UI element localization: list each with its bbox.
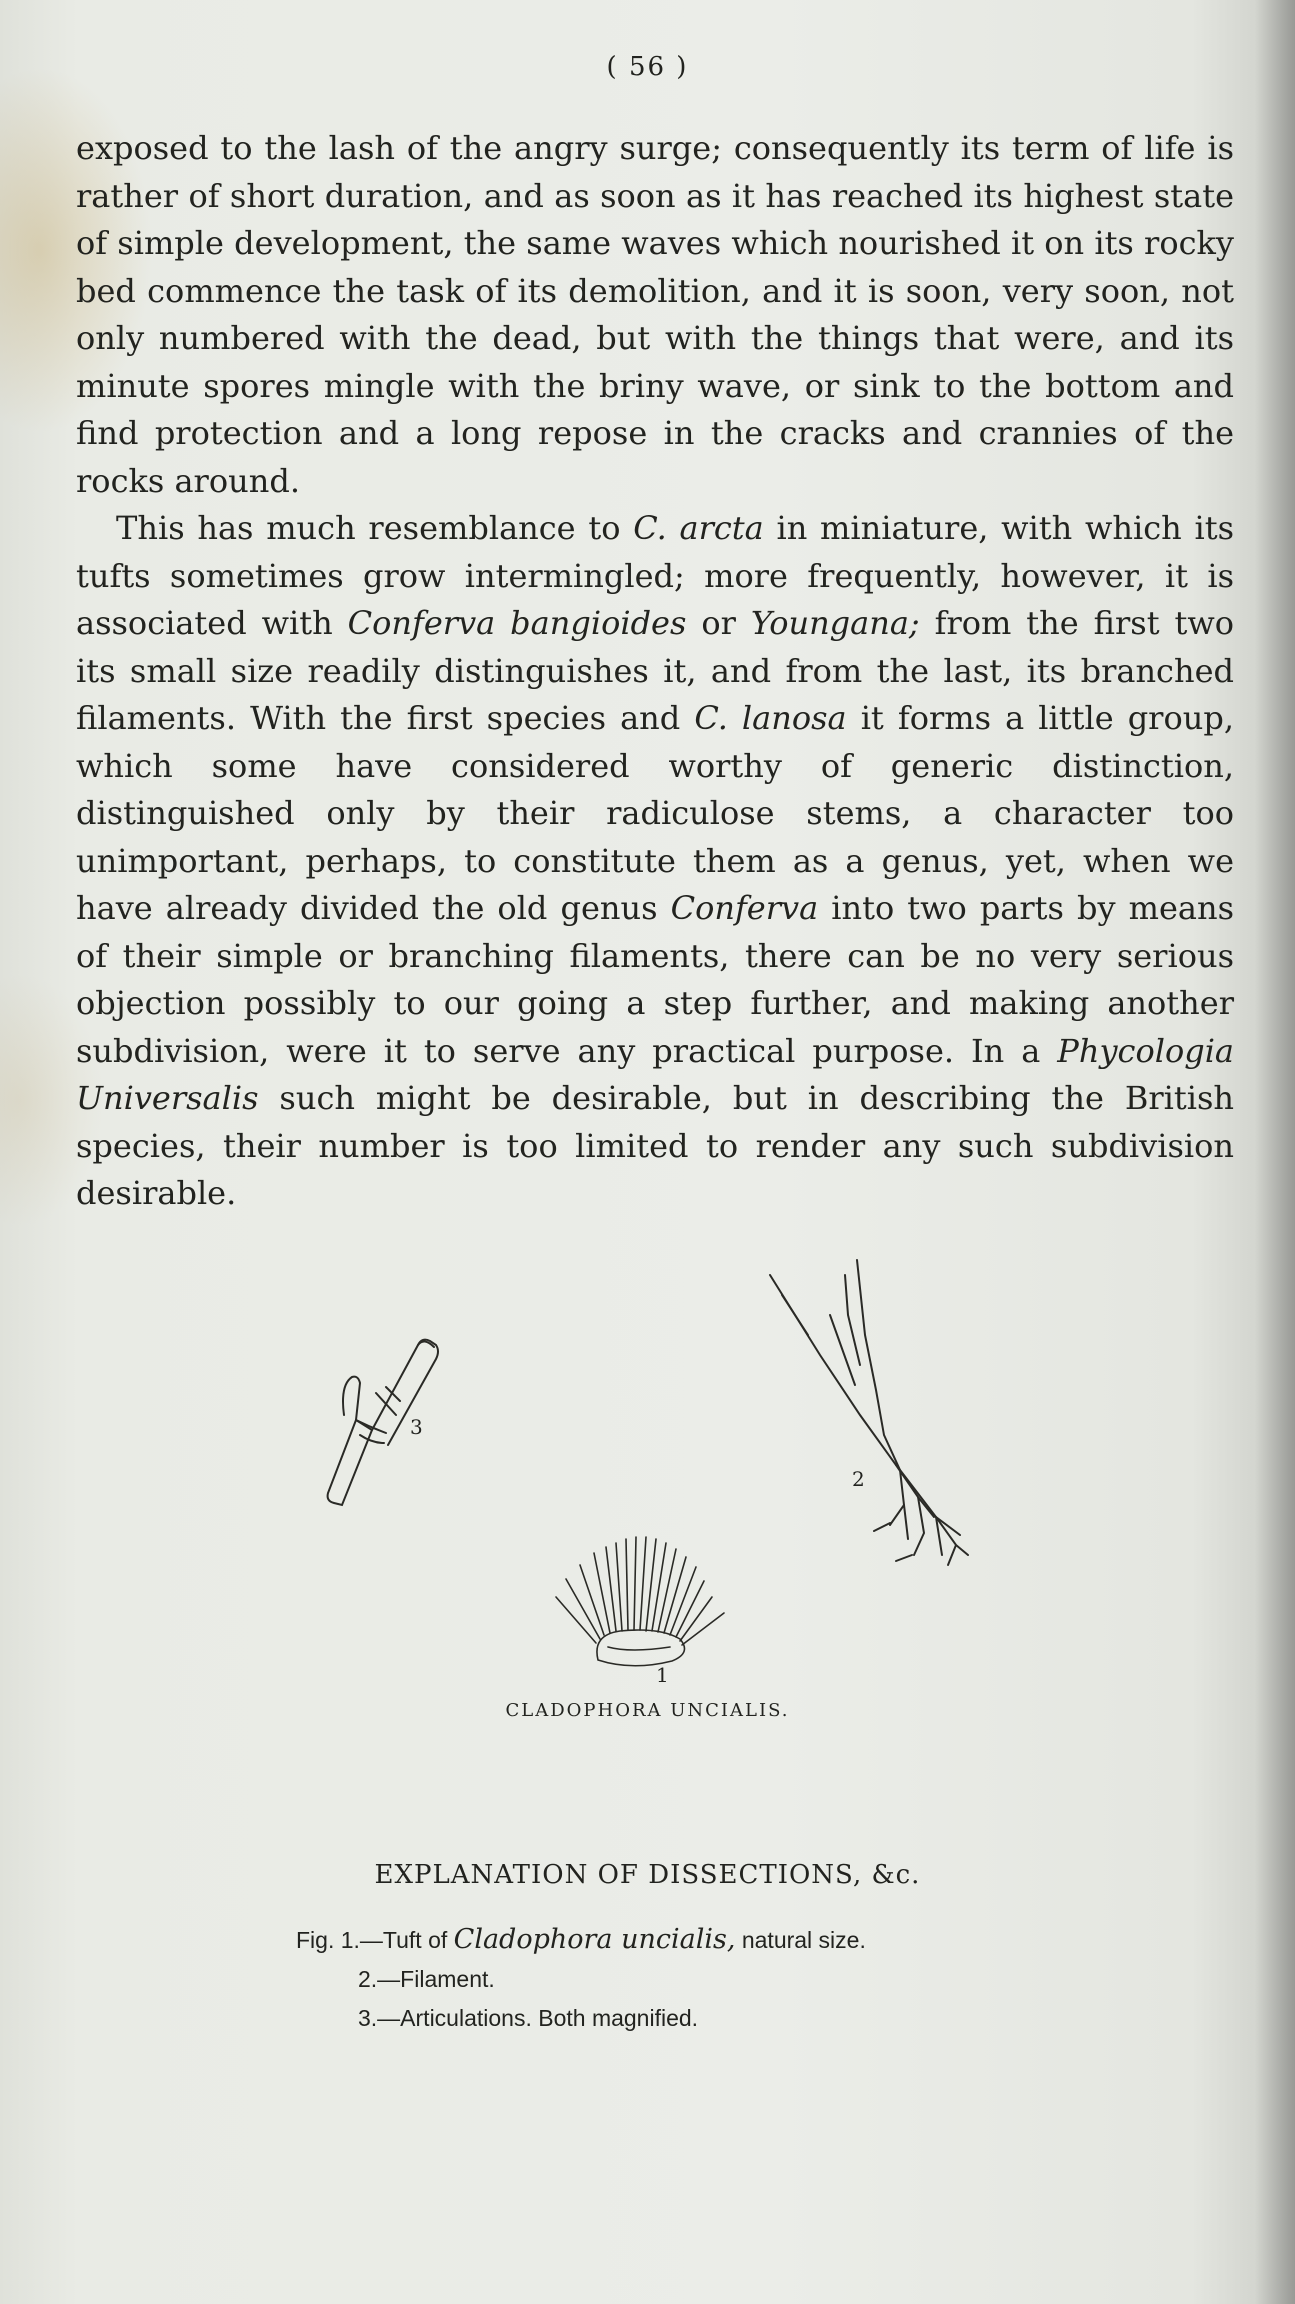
text-run: natural size.: [735, 1927, 866, 1953]
figure-label-2: 2: [852, 1467, 865, 1491]
text-run: it forms a little group, which some have considered worthy of generic distinction, distinguished only by their radiculose stems, a character too unimportant, perhaps, to constitute them as a genus, yet, when we have already divided the old genus: [76, 699, 1235, 927]
italic-run: Youngana;: [750, 604, 920, 642]
page-number: ( 56 ): [606, 52, 689, 82]
text-run: or: [686, 604, 751, 642]
italic-run: C. arcta: [633, 509, 764, 547]
italic-run: Phycologia Universalis: [76, 1031, 1234, 1117]
text-run: This has much resemblance to: [116, 509, 634, 547]
explanation-fig-1: [296, 1920, 1096, 1960]
text-run: from the first two its small size readily distinguishes it, and from the last, its branched filaments. With the first species and: [76, 604, 1235, 737]
paragraph-2: [76, 505, 1234, 1218]
figure-caption: CLADOPHORA UNCIALIS.: [505, 1700, 790, 1721]
italic-run: Cladophora uncialis,: [453, 1924, 736, 1955]
body-text: [76, 125, 1234, 1218]
figure-label-3: 3: [410, 1415, 423, 1439]
text-run: Fig. 1.—Tuft of: [296, 1927, 454, 1953]
botanical-illustration: [300, 1255, 1020, 1695]
illustration-drawing: [300, 1255, 1020, 1695]
page-gutter-shadow: [1255, 0, 1295, 2304]
explanation-title: EXPLANATION OF DISSECTIONS, &c.: [374, 1860, 921, 1890]
italic-run: Conferva bangioides: [347, 604, 687, 642]
text-run: such might be desirable, but in describing the British species, their number is too limited to render any such subdivision desirable.: [76, 1079, 1234, 1212]
figure-label-1: 1: [656, 1663, 669, 1687]
text-run: into two parts by means of their simple or branching filaments, there can be no very serious objection possibly to our going a step further, and making another subdivision, were it to serve any practical purpose. In a: [76, 889, 1235, 1070]
explanation-list: [296, 1920, 1096, 2038]
tuft-drawing: [556, 1537, 724, 1666]
italic-run: C. lanosa: [694, 699, 847, 737]
paragraph-1: exposed to the lash of the angry surge; consequently its term of life is rather of short duration, and as soon as it has reached its highest state of simple development, the same waves which nourished it on its rocky bed commence the task of its demolition, and it is soon, very soon, not only numbered with the dead, but with the things that were, and its minute spores mingle with the briny wave, or sink to the bottom and find protection and a long repose in the cracks and crannies of the rocks around.: [76, 129, 1234, 500]
text-run: in miniature, with which its tufts sometimes grow intermingled; more frequently, however, it is associated with: [76, 509, 1235, 642]
explanation-fig-3: 3.—Articulations. Both magnified.: [358, 2005, 699, 2031]
filament-drawing: [770, 1260, 968, 1565]
italic-run: Conferva: [670, 889, 819, 927]
explanation-fig-2: 2.—Filament.: [358, 1966, 495, 1992]
